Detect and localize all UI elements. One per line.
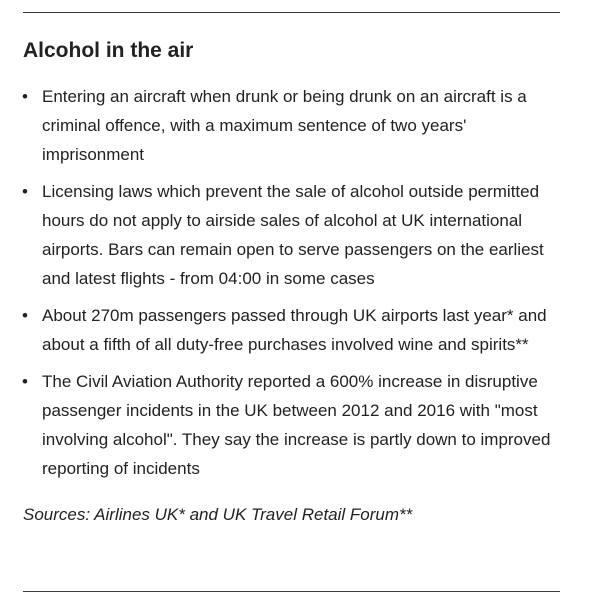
bullet-icon: • xyxy=(22,182,28,201)
bullet-icon: • xyxy=(22,87,28,106)
list-item xyxy=(23,301,568,359)
list-item-text: Licensing laws which prevent the sale of alcohol outside permitted hours do not apply to airside sales of alcohol at UK international airports. Bars can remain open to serve passengers on the earliest and latest flights - from 04:00 in some cases xyxy=(42,182,544,288)
list-item xyxy=(23,367,568,483)
bullet-icon: • xyxy=(22,306,28,325)
list-item-text: About 270m passengers passed through UK airports last year* and about a fifth of all duty-free purchases involved wine and spirits** xyxy=(42,306,547,354)
list-item-text: Entering an aircraft when drunk or being drunk on an aircraft is a criminal offence, with a maximum sentence of two years' imprisonment xyxy=(42,87,527,164)
list-item xyxy=(23,82,568,169)
list-item xyxy=(23,177,568,293)
bottom-divider xyxy=(23,591,560,592)
fact-box xyxy=(23,12,568,527)
sources-note: Sources: Airlines UK* and UK Travel Retail Forum** xyxy=(23,505,413,524)
bullet-icon: • xyxy=(22,372,28,391)
list-item-text: The Civil Aviation Authority reported a 600% increase in disruptive passenger incidents in the UK between 2012 and 2016 with "most involving alcohol". They say the increase is partly down to improved reporting of incidents xyxy=(42,372,551,478)
fact-box-title: Alcohol in the air xyxy=(23,39,194,62)
fact-list xyxy=(23,82,568,483)
